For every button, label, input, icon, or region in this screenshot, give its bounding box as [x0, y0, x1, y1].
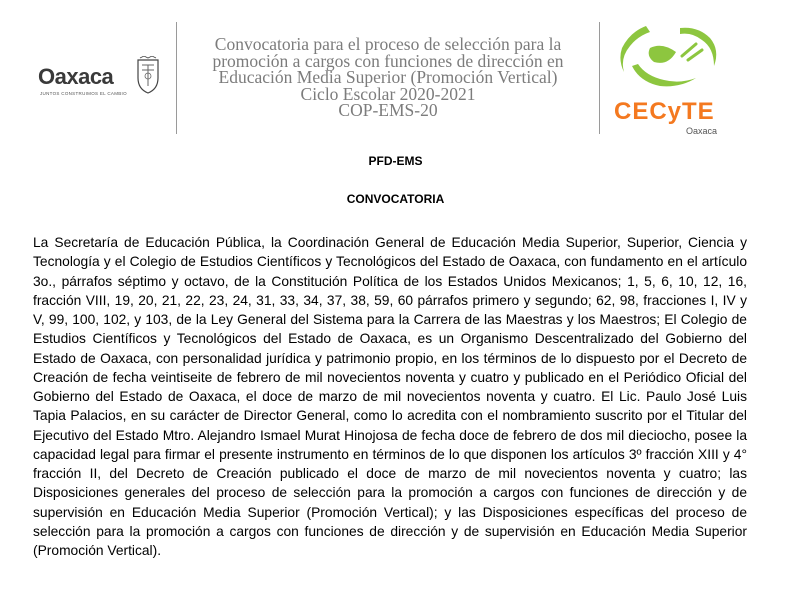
cecyte-subtitle: Oaxaca	[686, 126, 718, 136]
cecyte-logo	[606, 22, 746, 142]
oaxaca-wordmark: Oaxaca	[38, 64, 114, 89]
convocatoria-title	[178, 36, 598, 119]
document-heading: CONVOCATORIA	[346, 192, 445, 206]
page-header	[0, 0, 791, 150]
title-line: Educación Media Superior (Promoción Vertical)	[218, 67, 558, 87]
oaxaca-logo	[30, 50, 170, 110]
header-divider-right	[599, 22, 600, 134]
document-code: PFD-EMS	[368, 154, 423, 168]
state-coat-of-arms-icon	[134, 56, 162, 96]
title-line: COP-EMS-20	[338, 100, 438, 120]
header-divider-left	[176, 22, 177, 134]
oaxaca-tagline: JUNTOS CONSTRUIMOS EL CAMBIO	[40, 91, 127, 96]
title-line: Ciclo Escolar 2020-2021	[300, 83, 476, 104]
title-line: promoción a cargos con funciones de dirección en	[212, 50, 564, 71]
title-line: Convocatoria para el proceso de selección para la	[214, 34, 562, 54]
cecyte-wordmark: CECyTE	[614, 98, 715, 125]
cecyte-emblem-icon	[610, 22, 730, 96]
body-paragraph: La Secretaría de Educación Pública, la Coordinación General de Educación Media Superior, Superior, Ciencia y Tecnología y el Colegio de Estudios Científicos y Tecnológicos del Estado de Oaxaca, con fundamento en el artículo 3o., párrafos séptimo y octavo, de la Constitución Política de los Estados Unidos Mexicanos; 1, 5, 6, 10, 12, 16, fracción VIII, 19, 20, 21, 22, 23, 24, 31, 33, 34, 37, 38, 59, 60 párrafos primero y segundo; 62, 98, fracciones I, IV y V, 99, 100, 102, y 103, de la Ley General del Sistema para la Carrera de las Maestras y los Maestros; El Colegio de Estudios Científicos y Tecnológicos del Estado de Oaxaca, es un Organismo Descentralizado del Gobierno del Estado de Oaxaca, con personalidad jurídica y patrimonio propio, en los términos de lo dispuesto por el Decreto de Creación de fecha veintiseite de febrero de mil novecientos noventa y cuatro y publicado en el Periódico Oficial del Gobierno del Estado de Oaxaca, el doce de marzo de mil novecientos noventa y cuatro. El Lic. Paulo José Luis Tapia Palacios, en su carácter de Director General, como lo acredita con el nombramiento suscrito por el Titular del Ejecutivo del Estado Mtro. Alejandro Ismael Murat Hinojosa de fecha doce de febrero de dos mil dieciocho, posee la capacidad legal para firmar el presente instrumento en términos de lo que disponen los artículos 3º fracción XIII y 4° fracción II, del Decreto de Creación publicado el doce de marzo de mil novecientos noventa y cuatro; las Disposiciones generales del proceso de selección para la promoción a cargos con funciones de dirección y de supervisión en Educación Media Superior (Promoción Vertical); y las Disposiciones específicas del proceso de selección para la promoción a cargos con funciones de dirección y de supervisión en Educación Media Superior (Promoción Vertical).	[33, 235, 747, 558]
